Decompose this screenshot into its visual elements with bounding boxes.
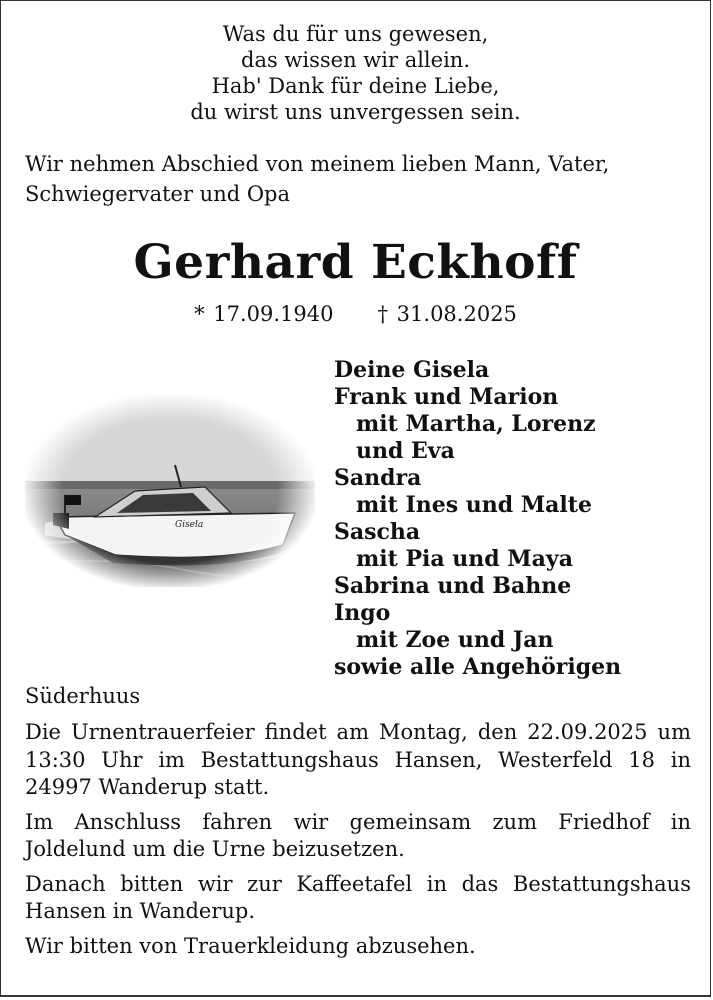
life-dates <box>1 299 710 329</box>
family-member: und Eva <box>356 438 455 464</box>
poem-line: Was du für uns gewesen, <box>222 22 489 46</box>
family-member: mit Martha, Lorenz <box>356 411 596 437</box>
info-paragraph: Wir bitten von Trauerkleidung abzusehen. <box>25 933 476 958</box>
deceased-name: Gerhard Eckhoff <box>133 235 578 290</box>
family-member: Ingo <box>334 600 391 626</box>
family-member: mit Ines und Malte <box>356 492 592 518</box>
birth-date: * 17.09.1940 <box>194 302 334 326</box>
poem <box>1 21 710 125</box>
family-list <box>334 357 694 681</box>
ceremony-info <box>25 719 691 967</box>
family-member: mit Zoe und Jan <box>356 627 554 653</box>
intro-text: Wir nehmen Abschied von meinem lieben Mann, Vater, Schwiegervater und Opa <box>25 152 610 206</box>
info-paragraph: Die Urnentrauerfeier findet am Montag, den 22.09.2025 um 13:30 Uhr im Bestattungshaus Hansen, Westerfeld 18 in 24997 Wanderup statt. <box>25 720 691 799</box>
poem-line: das wissen wir allein. <box>241 48 470 72</box>
family-member: Sascha <box>334 519 421 545</box>
family-member: Deine Gisela <box>334 357 490 383</box>
info-paragraph: Danach bitten wir zur Kaffeetafel in das Bestattungshaus Hansen in Wanderup. <box>25 871 691 923</box>
family-member: Frank und Marion <box>334 384 559 410</box>
info-paragraph: Im Anschluss fahren wir gemeinsam zum Friedhof in Joldelund um die Urne beizusetzen. <box>25 809 691 861</box>
family-member: sowie alle Angehörigen <box>334 654 622 680</box>
family-member: Sandra <box>334 465 422 491</box>
poem-line: du wirst uns unvergessen sein. <box>190 100 521 124</box>
family-member: mit Pia und Maya <box>356 546 573 572</box>
family-member: Sabrina und Bahne <box>334 573 572 599</box>
death-date: † 31.08.2025 <box>377 302 517 326</box>
boat-photo <box>25 395 315 587</box>
place-name: Süderhuus <box>25 684 141 708</box>
poem-line: Hab' Dank für deine Liebe, <box>211 74 500 98</box>
